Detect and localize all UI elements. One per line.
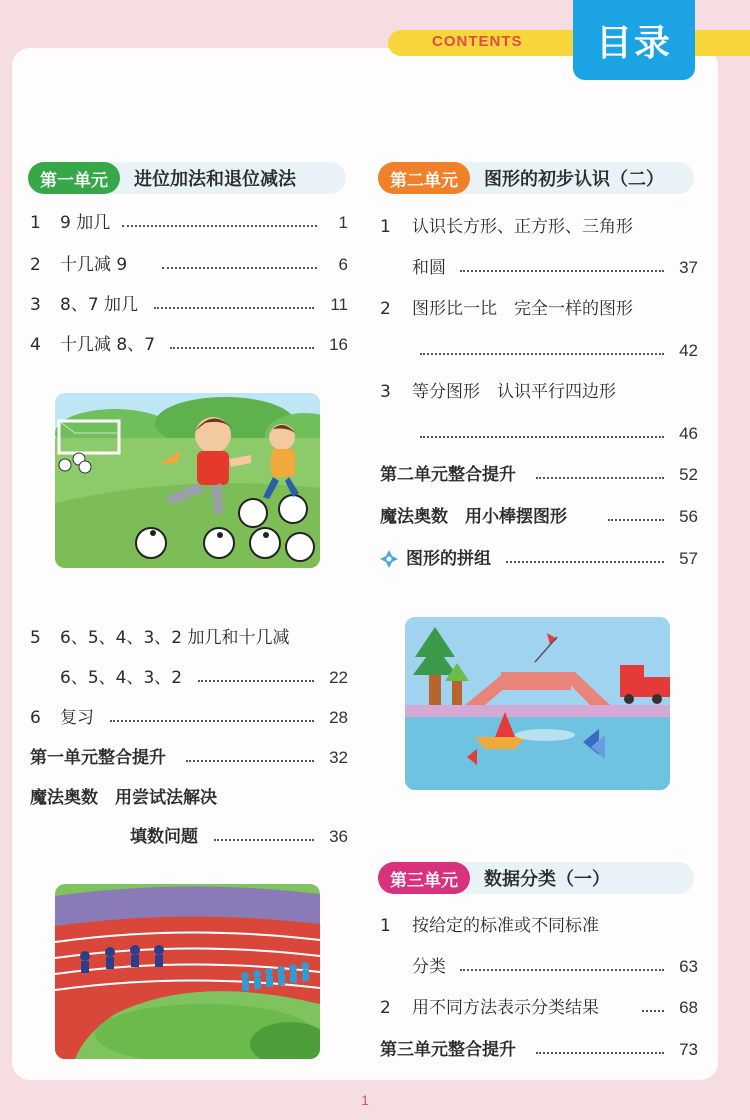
toc-entry-1-magic[interactable] (30, 787, 350, 809)
entry-page: 73 (679, 1040, 698, 1059)
entry-number: 1 (380, 217, 391, 237)
entry-page: 16 (329, 335, 348, 354)
entry-page: 57 (679, 549, 698, 568)
entry-label: 图形的拼组 (406, 549, 491, 569)
entry-page: 28 (329, 708, 348, 727)
entry-number: 6 (30, 708, 41, 728)
entry-number: 3 (30, 295, 41, 315)
toc-entry-1-1[interactable] (30, 212, 350, 234)
toc-entry-1-5[interactable] (30, 627, 350, 649)
entry-label: 等分图形 认识平行四边形 (412, 382, 616, 402)
entry-label: 6、5、4、3、2 加几和十几减 (60, 628, 290, 648)
dot-leader (608, 519, 664, 521)
entry-page: 11 (330, 295, 348, 314)
entry-label: 魔法奥数 用尝试法解决 (30, 788, 217, 808)
toc-entry-2-magic[interactable] (380, 506, 700, 528)
toc-entry-2-1-cont[interactable] (380, 257, 700, 279)
entry-page: 63 (679, 957, 698, 976)
toc-entry-1-review[interactable] (30, 747, 350, 769)
toc-entry-1-2[interactable] (30, 254, 350, 276)
dot-leader (420, 436, 664, 438)
toc-entry-3-review[interactable] (380, 1039, 700, 1061)
soccer-illustration (55, 393, 320, 568)
toc-entry-2-3-cont[interactable] (380, 423, 700, 445)
toc-entry-3-1-cont[interactable] (380, 956, 700, 978)
dot-leader (154, 307, 314, 309)
dot-leader (460, 270, 664, 272)
dot-leader (170, 347, 314, 349)
entry-label-cont: 填数问题 (130, 827, 198, 847)
page-title: 目录 (573, 0, 695, 80)
dot-leader (162, 267, 317, 269)
unit3-title: 数据分类（一） (484, 869, 610, 890)
unit2-header (378, 162, 694, 194)
toc-entry-1-5-cont[interactable] (30, 667, 350, 689)
entry-page: 1 (338, 213, 348, 232)
entry-label: 图形比一比 完全一样的图形 (412, 299, 633, 319)
entry-page: 42 (679, 341, 698, 360)
entry-page: 37 (679, 258, 698, 277)
dot-leader (110, 720, 314, 722)
toc-entry-1-4[interactable] (30, 334, 350, 356)
toc-entry-2-2[interactable] (380, 298, 700, 320)
unit1-header (28, 162, 346, 194)
toc-entry-3-2[interactable] (380, 997, 700, 1019)
page-number: 1 (361, 1092, 369, 1108)
entry-label: 复习 (60, 708, 94, 728)
entry-number: 5 (30, 628, 41, 648)
entry-label: 第二单元整合提升 (380, 465, 516, 485)
entry-label: 十几减 9 (60, 255, 128, 275)
entry-page: 32 (329, 748, 348, 767)
entry-page: 6 (338, 255, 348, 274)
dot-leader (186, 760, 314, 762)
dot-leader (122, 225, 317, 227)
entry-label: 第一单元整合提升 (30, 748, 166, 768)
toc-entry-2-review[interactable] (380, 464, 700, 486)
dot-leader (642, 1010, 664, 1012)
unit3-header (378, 862, 694, 894)
entry-number: 2 (30, 255, 41, 275)
toc-entry-2-3[interactable] (380, 381, 700, 403)
unit2-title: 图形的初步认识（二） (484, 169, 664, 190)
entry-page: 56 (679, 507, 698, 526)
entry-number: 1 (380, 916, 391, 936)
entry-page: 36 (329, 827, 348, 846)
track-illustration (55, 884, 320, 1059)
toc-entry-1-3[interactable] (30, 294, 350, 316)
dot-leader (536, 1052, 664, 1054)
entry-label-cont: 分类 (412, 957, 446, 977)
unit1-badge: 第一单元 (28, 162, 120, 194)
entry-number: 2 (380, 299, 391, 319)
entry-page: 46 (679, 424, 698, 443)
dot-leader (506, 561, 664, 563)
entry-page: 68 (679, 998, 698, 1017)
entry-label: 9 加几 (60, 213, 111, 233)
dot-leader (198, 680, 314, 682)
entry-number: 2 (380, 998, 391, 1018)
entry-label: 8、7 加几 (60, 295, 139, 315)
entry-label: 魔法奥数 用小棒摆图形 (380, 507, 567, 527)
entry-label: 第三单元整合提升 (380, 1040, 516, 1060)
entry-label-cont: 和圆 (412, 258, 446, 278)
toc-entry-1-6[interactable] (30, 707, 350, 729)
toc-entry-2-1[interactable] (380, 216, 700, 238)
entry-label: 用不同方法表示分类结果 (412, 998, 599, 1018)
entry-number: 3 (380, 382, 391, 402)
dot-leader (536, 477, 664, 479)
toc-entry-1-magic-cont[interactable] (30, 826, 350, 848)
contents-label: CONTENTS (432, 33, 523, 50)
entry-page: 52 (679, 465, 698, 484)
dot-leader (460, 969, 664, 971)
unit3-badge: 第三单元 (378, 862, 470, 894)
entry-number: 4 (30, 335, 41, 355)
unit2-badge: 第二单元 (378, 162, 470, 194)
shapes-illustration (405, 617, 670, 790)
toc-entry-2-2-cont[interactable] (380, 340, 700, 362)
entry-label: 认识长方形、正方形、三角形 (412, 217, 633, 237)
dot-leader (214, 839, 314, 841)
diamond-icon (380, 550, 398, 568)
toc-entry-2-extra[interactable] (380, 548, 700, 570)
entry-label: 按给定的标准或不同标准 (412, 916, 599, 936)
entry-number: 1 (30, 213, 41, 233)
entry-label-cont: 6、5、4、3、2 (60, 668, 183, 688)
unit1-title: 进位加法和退位减法 (134, 169, 296, 190)
entry-label: 十几减 8、7 (60, 335, 156, 355)
dot-leader (420, 353, 664, 355)
toc-entry-3-1[interactable] (380, 915, 700, 937)
entry-page: 22 (329, 668, 348, 687)
